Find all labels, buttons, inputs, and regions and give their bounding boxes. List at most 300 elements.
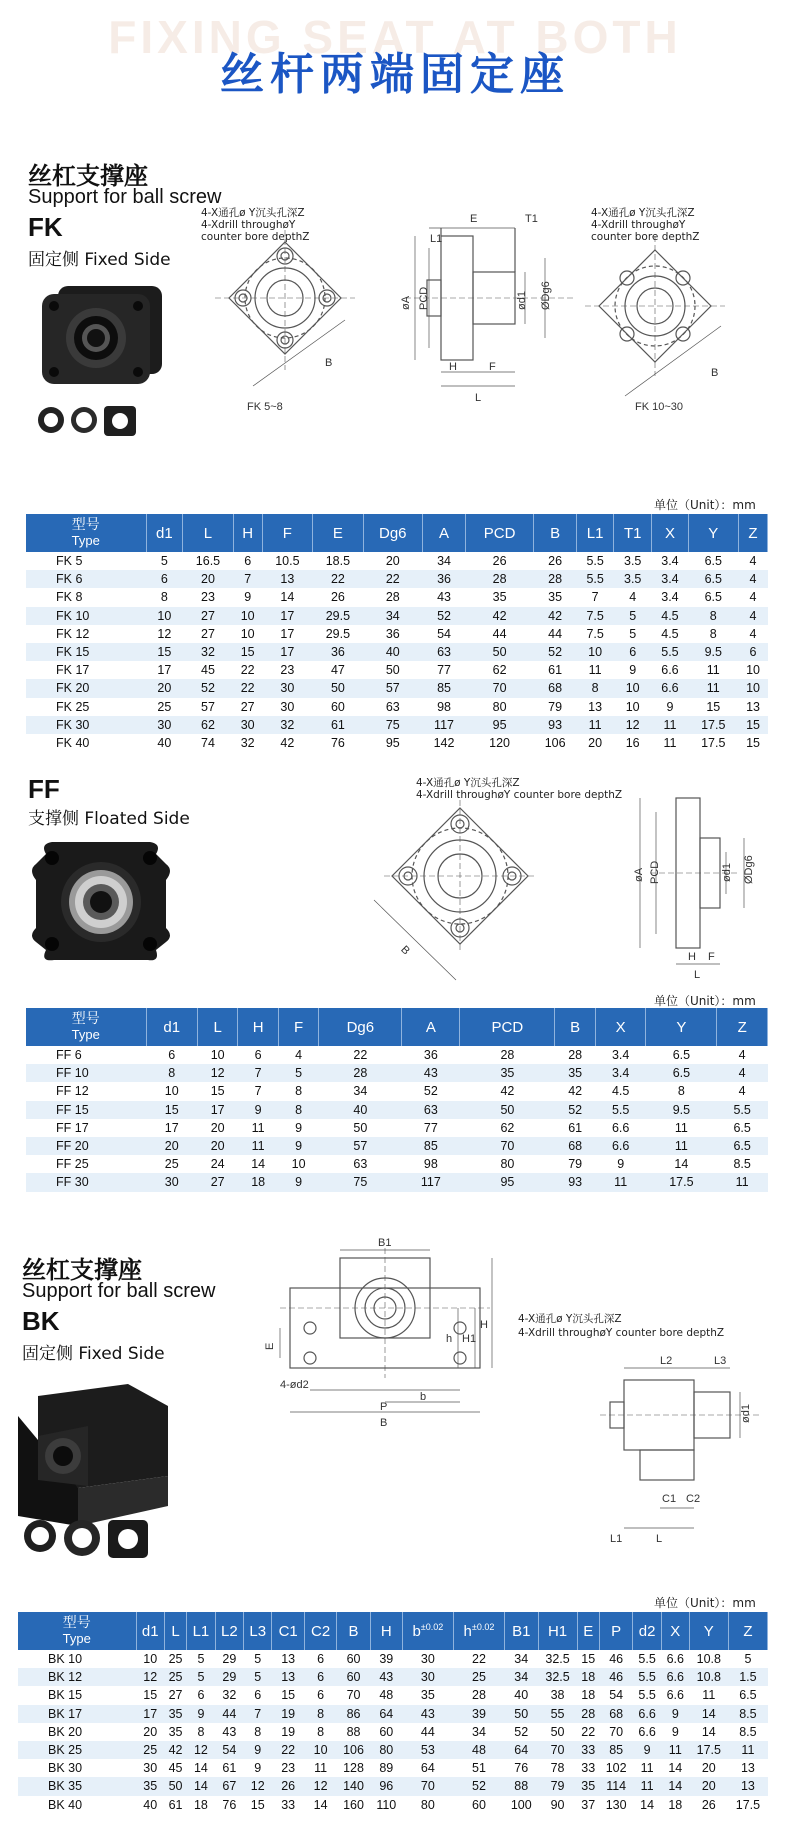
table-cell-type: BK 40	[48, 1797, 83, 1812]
table-cell: 6.6	[666, 1688, 684, 1703]
table-cell: 5	[244, 1668, 272, 1686]
table-cell: 34	[505, 1668, 539, 1686]
fk-side: 固定侧 Fixed Side	[28, 250, 171, 270]
table-cell-type: BK 25	[18, 1741, 136, 1759]
table-cell: 70	[346, 1688, 361, 1703]
table-cell: 3.4	[661, 554, 679, 569]
table-cell: 9	[244, 1741, 272, 1759]
table-cell: 8	[295, 1084, 303, 1099]
table-cell: 5	[254, 1652, 262, 1667]
table-cell-type: BK 15	[48, 1688, 83, 1703]
table-cell: 8	[688, 607, 739, 625]
ff-col-header: F	[278, 1008, 318, 1046]
table-cell: 17.5	[688, 716, 739, 734]
table-cell: 27	[197, 1173, 237, 1191]
table-cell: 79	[548, 699, 563, 714]
ff-spec-table	[26, 1008, 768, 1192]
fk-code: FK	[28, 212, 63, 242]
table-cell: 6	[739, 643, 768, 661]
table-cell: 35	[548, 590, 563, 605]
table-cell: 8.5	[728, 1705, 767, 1723]
table-cell-type: FF 17	[56, 1120, 89, 1135]
table-cell: 8	[197, 1724, 205, 1739]
table-cell: 43	[402, 1705, 453, 1723]
table-cell: 13	[262, 570, 313, 588]
table-cell: 14	[701, 1724, 716, 1739]
table-cell-type: BK 30	[48, 1761, 83, 1776]
table-cell: 18	[668, 1797, 683, 1812]
table-cell: 17	[262, 643, 313, 661]
table-cell: 22	[581, 1724, 596, 1739]
ff-side-view	[630, 792, 760, 982]
table-cell: 7	[591, 590, 599, 605]
table-cell-type: FK 17	[56, 663, 90, 678]
table-cell: 63	[402, 1101, 460, 1119]
fk-front-view-large	[585, 200, 765, 420]
table-cell: 10	[146, 607, 183, 625]
table-cell: 20	[588, 735, 603, 750]
table-cell: 3.4	[661, 590, 679, 605]
table-cell: 61	[548, 663, 563, 678]
table-cell: 10	[164, 1084, 179, 1099]
table-cell: 44	[215, 1705, 243, 1723]
fk-spec-table	[26, 514, 768, 752]
table-row	[26, 1101, 768, 1119]
table-cell: 10	[143, 1652, 158, 1667]
table-cell: 100	[510, 1797, 532, 1812]
table-cell: 26	[330, 590, 345, 605]
table-cell: 52	[514, 1724, 529, 1739]
table-cell: 8	[304, 1705, 336, 1723]
table-row	[26, 570, 768, 588]
table-cell: 10	[613, 679, 651, 697]
table-cell: 13	[272, 1668, 304, 1686]
fk-col-header: F	[262, 514, 313, 552]
bk-dim-c2: C2	[686, 1493, 701, 1505]
table-cell: 60	[472, 1797, 486, 1812]
table-cell: 20	[197, 1137, 237, 1155]
table-cell: 17.5	[701, 735, 726, 750]
fk-note1-cn: 4-X通孔ø Y沉头孔深Z	[201, 207, 305, 219]
table-row	[26, 1137, 768, 1155]
table-cell: 11	[588, 663, 602, 678]
table-cell: 11	[661, 1741, 689, 1759]
table-row	[26, 1119, 768, 1137]
table-cell-type: BK 20	[48, 1724, 83, 1739]
table-cell-type: BK 17	[18, 1705, 136, 1723]
table-cell: 8	[709, 626, 717, 641]
table-cell: 25	[168, 1652, 183, 1667]
table-cell: 130	[605, 1797, 627, 1812]
table-cell: 10	[625, 699, 640, 714]
fk-dim-a: øA	[400, 295, 412, 310]
table-cell: 12	[197, 1064, 237, 1082]
table-cell: 6.6	[638, 1724, 656, 1739]
bk-dim-e: E	[264, 1342, 276, 1350]
table-cell-type: FF 15	[26, 1101, 146, 1119]
bk-col-header-b	[402, 1612, 453, 1650]
fk-col-header: X	[652, 514, 688, 552]
table-cell: 85	[599, 1741, 633, 1759]
table-cell: 27	[240, 699, 255, 714]
table-cell: 11	[646, 1137, 717, 1155]
table-cell: 11	[674, 1120, 688, 1135]
table-cell: 8	[146, 1064, 197, 1082]
table-cell-type: FK 25	[56, 699, 90, 714]
table-cell: 79	[538, 1777, 577, 1795]
table-cell: 32.5	[545, 1652, 570, 1667]
table-cell: 93	[533, 716, 576, 734]
table-cell: 4	[295, 1048, 303, 1063]
table-cell: 62	[500, 1120, 515, 1135]
table-row	[26, 1173, 768, 1191]
table-cell-type: FK 15	[26, 643, 146, 661]
table-cell: 64	[370, 1705, 402, 1723]
ff-code: FF	[28, 774, 60, 804]
table-cell: 15	[250, 1797, 265, 1812]
table-cell: 12	[304, 1777, 336, 1795]
table-cell: 60	[337, 1668, 371, 1686]
table-cell: 22	[240, 663, 255, 678]
bk-header-type-cn: 型号	[62, 1615, 91, 1631]
table-cell: 20	[183, 570, 234, 588]
table-cell: 6	[168, 1048, 176, 1063]
fk-section	[0, 128, 790, 768]
ff-col-header: B	[555, 1008, 595, 1046]
ff-col-header: Z	[717, 1008, 768, 1046]
table-cell: 40	[319, 1101, 402, 1119]
table-cell: 13	[740, 1761, 755, 1776]
table-cell: 55	[538, 1705, 577, 1723]
table-cell: 63	[385, 699, 400, 714]
table-cell: 43	[402, 1064, 460, 1082]
table-cell: 35	[492, 590, 507, 605]
table-cell: 34	[437, 554, 451, 569]
table-cell: 15	[281, 1688, 296, 1703]
table-cell: 6.6	[652, 679, 688, 697]
table-cell: 89	[379, 1761, 394, 1776]
bk-table-body	[18, 1650, 768, 1814]
table-cell: 117	[402, 1173, 460, 1191]
ff-side: 支撑侧 Floated Side	[28, 809, 190, 829]
table-cell: 40	[157, 735, 172, 750]
table-cell: 18	[581, 1688, 596, 1703]
table-cell: 14	[187, 1777, 215, 1795]
table-cell: 142	[433, 735, 455, 750]
table-cell: 78	[550, 1761, 565, 1776]
table-cell: 4	[738, 1048, 746, 1063]
table-cell: 26	[701, 1797, 716, 1812]
table-cell: 11	[251, 1120, 265, 1135]
table-cell: 50	[353, 1120, 368, 1135]
bk-dim-b: b	[420, 1391, 427, 1403]
table-cell: 5	[197, 1652, 205, 1667]
table-cell: 30	[146, 1173, 197, 1191]
table-cell: 32	[183, 643, 234, 661]
table-cell: 25	[136, 1741, 164, 1759]
table-cell: 20	[210, 1120, 225, 1135]
table-cell: 30	[233, 716, 262, 734]
table-cell: 46	[599, 1668, 633, 1686]
bk-dim-b1: B1	[378, 1237, 392, 1249]
table-cell: 18	[193, 1797, 208, 1812]
table-cell-type: FF 6	[56, 1048, 82, 1063]
bk-dim-bb: B	[380, 1417, 388, 1429]
fk-note1-en: 4-Xdrill throughøY	[201, 219, 296, 231]
table-cell: 4	[749, 626, 757, 641]
table-cell: 42	[533, 607, 576, 625]
table-cell: 10	[240, 626, 255, 641]
ff-col-header: L	[197, 1008, 237, 1046]
table-cell: 35	[420, 1688, 435, 1703]
table-cell: 98	[437, 699, 451, 714]
fk-col-header: T1	[613, 514, 651, 552]
table-cell: 28	[466, 570, 534, 588]
bk-col-header-b-label: b	[412, 1623, 421, 1640]
table-cell: 80	[420, 1797, 435, 1812]
table-cell: 70	[402, 1777, 453, 1795]
table-cell: 15	[210, 1084, 225, 1099]
table-cell: 6.5	[646, 1064, 717, 1082]
table-cell: 106	[337, 1741, 371, 1759]
table-cell: 4	[739, 570, 768, 588]
table-cell: 3.5	[613, 570, 651, 588]
fk-dim-pcd: PCD	[418, 286, 430, 310]
table-cell: 62	[183, 716, 234, 734]
table-cell: 39	[453, 1705, 504, 1723]
bk-col-header: B	[337, 1612, 371, 1650]
ff-header-type-en: Type	[71, 1027, 100, 1042]
table-cell: 6	[254, 1688, 262, 1703]
table-cell: 32	[240, 735, 255, 750]
table-row	[26, 607, 768, 625]
fk-dim-d1: ød1	[516, 291, 528, 310]
table-cell: 70	[460, 1137, 555, 1155]
bk-col-header-h-label: h	[463, 1623, 472, 1640]
table-cell: 8	[577, 679, 614, 697]
table-cell: 20	[146, 1137, 197, 1155]
table-cell: 19	[272, 1705, 304, 1723]
table-cell: 42	[500, 1084, 515, 1099]
fk-header-type	[26, 514, 146, 552]
table-cell: 15	[706, 699, 721, 714]
table-cell: 8.5	[739, 1724, 757, 1739]
table-cell: 29	[215, 1668, 243, 1686]
table-cell: 22	[472, 1652, 486, 1667]
bk-unit: 单位（Unit）：mm	[654, 1596, 756, 1610]
table-row	[26, 679, 768, 697]
bk-col-header: H	[370, 1612, 402, 1650]
table-row	[26, 1082, 768, 1100]
table-cell: 6	[146, 570, 183, 588]
ff-dim-b: B	[398, 943, 412, 958]
table-cell: 9	[666, 699, 674, 714]
table-cell: 18	[238, 1173, 278, 1191]
table-cell: 17.5	[735, 1797, 761, 1812]
table-cell: 32	[262, 716, 313, 734]
table-cell: 35	[577, 1777, 599, 1795]
table-row	[18, 1796, 768, 1814]
table-cell: 14	[251, 1157, 266, 1172]
ff-note-cn: 4-X通孔ø Y沉头孔深Z	[416, 777, 520, 789]
table-cell: 33	[281, 1797, 296, 1812]
table-cell: 60	[330, 699, 345, 714]
table-cell: 8.5	[733, 1157, 751, 1172]
table-cell-type: BK 10	[48, 1652, 83, 1667]
table-cell: 29.5	[325, 626, 351, 641]
table-cell: 30	[262, 679, 313, 697]
table-cell: 28	[577, 1705, 599, 1723]
fk-col-header: B	[533, 514, 576, 552]
table-cell: 60	[346, 1652, 361, 1667]
bk-note-cn: 4-X通孔ø Y沉头孔深Z	[518, 1313, 622, 1325]
table-cell: 77	[423, 1120, 438, 1135]
table-cell: 52	[422, 607, 465, 625]
fk-col-header: H	[233, 514, 262, 552]
table-cell: 28	[533, 570, 576, 588]
table-cell: 52	[533, 643, 576, 661]
table-cell: 44	[548, 626, 563, 641]
header-watermark: FIXING SEAT AT BOTH	[108, 11, 682, 63]
table-cell: 52	[453, 1777, 504, 1795]
table-cell: 11	[595, 1173, 646, 1191]
fk-dim-e: E	[470, 213, 478, 225]
table-cell: 36	[385, 626, 400, 641]
fk-dim-f: F	[489, 361, 496, 373]
table-cell: 10	[210, 1048, 225, 1063]
table-cell: 25	[164, 1668, 186, 1686]
table-row	[26, 1046, 768, 1064]
ff-dim-f: F	[708, 951, 715, 963]
table-cell: 6	[244, 554, 252, 569]
fk-col-header: A	[422, 514, 465, 552]
bk-dim-hh: H	[480, 1319, 488, 1331]
table-cell: 52	[423, 1084, 438, 1099]
table-cell: 15	[146, 1101, 197, 1119]
table-cell: 26	[548, 554, 563, 569]
table-cell: 33	[577, 1741, 599, 1759]
table-cell: 37	[581, 1797, 596, 1812]
table-cell: 6	[304, 1668, 336, 1686]
ff-section	[0, 768, 790, 1228]
table-cell: 9	[238, 1101, 278, 1119]
table-cell: 93	[555, 1173, 595, 1191]
ff-note-en: 4-Xdrill throughøY counter bore depthZ	[416, 789, 623, 801]
fk-note2-cn: 4-X通孔ø Y沉头孔深Z	[591, 207, 695, 219]
table-cell: 10	[291, 1157, 306, 1172]
table-cell: 5.5	[717, 1101, 768, 1119]
bk-col-header-h	[453, 1612, 504, 1650]
bk-col-header: L1	[187, 1612, 215, 1650]
table-cell: 12	[244, 1777, 272, 1795]
table-cell: 11	[314, 1761, 328, 1776]
table-cell: 61	[168, 1797, 183, 1812]
table-cell: 9	[295, 1120, 303, 1135]
fk-col-header: d1	[146, 514, 183, 552]
table-cell: 17	[136, 1705, 164, 1723]
table-cell: 14	[313, 1797, 328, 1812]
table-cell: 15	[143, 1688, 158, 1703]
table-cell: 5	[278, 1064, 318, 1082]
table-cell: 17	[157, 663, 172, 678]
bk-note-en: 4-Xdrill throughøY counter bore depthZ	[518, 1327, 725, 1339]
table-cell: 90	[550, 1797, 565, 1812]
table-cell: 7	[254, 1084, 262, 1099]
table-cell: 7.5	[586, 626, 604, 641]
table-cell: 22	[272, 1741, 304, 1759]
fk-col-header: L1	[577, 514, 614, 552]
table-cell: 70	[538, 1741, 577, 1759]
table-cell: 3.4	[595, 1064, 646, 1082]
table-cell: 63	[422, 643, 465, 661]
table-cell: 34	[514, 1652, 529, 1667]
table-cell: 9	[661, 1705, 689, 1723]
table-cell: 106	[544, 735, 566, 750]
table-cell: 16.5	[195, 554, 221, 569]
table-cell: 5.5	[586, 554, 604, 569]
table-cell: 36	[423, 1048, 438, 1063]
table-cell: 4.5	[611, 1084, 630, 1099]
table-cell-type: FF 10	[26, 1064, 146, 1082]
table-cell: 5	[744, 1652, 752, 1667]
table-cell: 23	[280, 663, 295, 678]
bk-side-view	[600, 1352, 770, 1568]
table-cell: 42	[568, 1084, 583, 1099]
table-cell: 36	[422, 570, 465, 588]
table-cell: 48	[453, 1741, 504, 1759]
table-cell: 10.8	[689, 1668, 728, 1686]
table-cell: 9	[254, 1761, 262, 1776]
fk-unit: 单位（Unit）：mm	[654, 498, 756, 512]
table-cell: 5.5	[577, 570, 614, 588]
table-cell: 28	[472, 1688, 486, 1703]
bk-dim-l1: L1	[610, 1533, 623, 1545]
table-cell: 54	[437, 626, 451, 641]
table-cell: 5	[187, 1668, 215, 1686]
table-cell: 11	[633, 1777, 661, 1795]
table-cell: 22	[313, 570, 364, 588]
table-cell: 75	[363, 716, 422, 734]
table-cell: 28	[385, 590, 400, 605]
table-cell: 14	[280, 590, 295, 605]
table-cell: 22	[353, 1048, 368, 1063]
table-cell: 14	[640, 1797, 655, 1812]
fk-note2-en: 4-Xdrill throughøY	[591, 219, 686, 231]
table-cell: 88	[346, 1724, 361, 1739]
fk-dim-h: H	[449, 361, 457, 373]
ff-dim-d1: ød1	[721, 863, 733, 882]
table-cell: 9	[629, 663, 637, 678]
table-cell: 35	[460, 1064, 555, 1082]
table-cell-type: FF 25	[56, 1157, 89, 1172]
fk-header-type-cn: 型号	[71, 517, 100, 533]
bk-col-header: H1	[538, 1612, 577, 1650]
fk-dim-b-right: B	[711, 367, 719, 379]
fk-col-header: Dg6	[363, 514, 422, 552]
bk-spec-table	[18, 1612, 768, 1814]
table-cell: 10.5	[275, 554, 300, 569]
table-cell: 30	[280, 699, 295, 714]
bk-title-cn: 丝杠支撑座	[22, 1256, 142, 1284]
ff-dim-h: H	[688, 951, 696, 963]
table-cell: 4.5	[661, 626, 679, 641]
fk-col-header: PCD	[466, 514, 534, 552]
table-cell: 9	[187, 1705, 215, 1723]
table-cell: 13	[281, 1652, 296, 1667]
table-cell: 17.5	[689, 1741, 728, 1759]
table-cell: 5	[613, 607, 651, 625]
bk-col-header: X	[661, 1612, 689, 1650]
